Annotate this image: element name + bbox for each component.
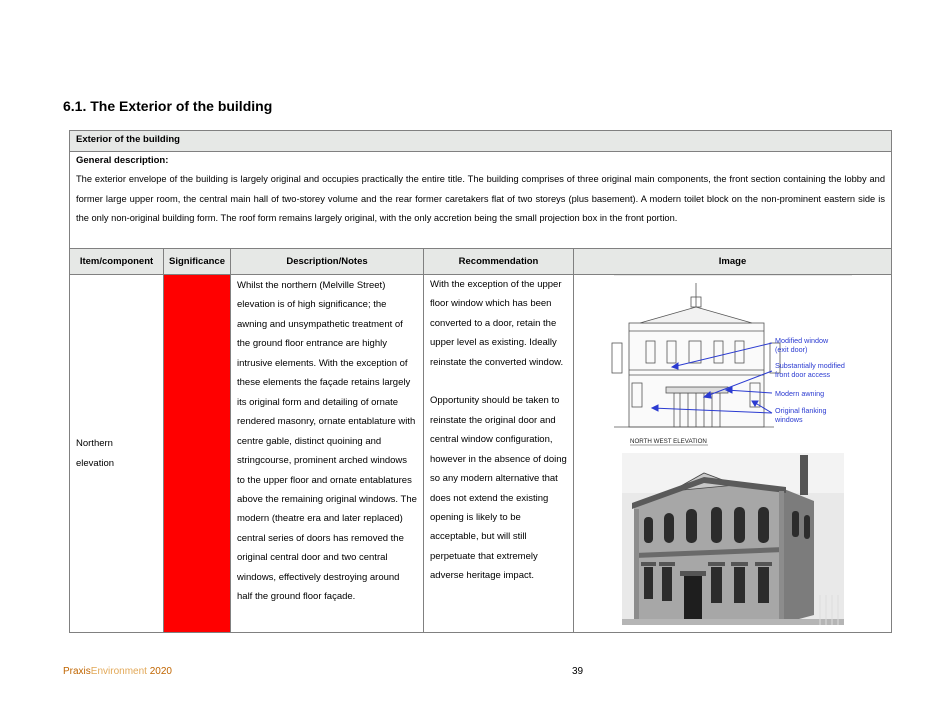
exterior-table (69, 130, 892, 633)
column-header-item: Item/component (70, 249, 164, 275)
historic-photograph (622, 453, 844, 625)
annotation-modified-window: Modified window (775, 336, 829, 345)
section-heading: 6.1. The Exterior of the building (63, 98, 273, 114)
description-notes: Whilst the northern (Melville Street) elevation is of high significance; the awning and unsympathetic treatment of the ground floor entrance are highly intrusive elements. With the exception of these elements the façade retains largely its original form and detailing of ornate rendered masonry, ornate entablature with centre gable, distinct quoining and stringcourse, prominent arched windows to the upper floor and ornate entablatures above the remaining original windows. The modern (theatre era and later replaced) central series of doors has removed the original central door and two central windows, effectively destroying around half the ground floor façade. (231, 275, 424, 633)
annotation-front-door-1: Substantially modified (775, 361, 845, 370)
recommendation-paragraph-2: Opportunity should be taken to reinstate the original door and central window configuration, however in the absence of doing so any modern alternative that does not extend the existing opening is likely to be acceptable, but will still perpetuate that extremely adverse heritage impact. (430, 395, 567, 582)
elevation-caption: NORTH WEST ELEVATION (630, 438, 707, 445)
general-description-row (70, 152, 892, 249)
annotation-modern-awning: Modern awning (775, 389, 825, 398)
annotation-exit-door: (exit door) (775, 345, 808, 354)
table-title: Exterior of the building (70, 131, 892, 152)
annotation-flanking-2: windows (775, 415, 803, 424)
annotation-front-door-2: front door access (775, 370, 831, 379)
footer-year: 2020 (146, 666, 172, 677)
column-header-image: Image (574, 249, 892, 275)
annotation-flanking-1: Original flanking (775, 406, 827, 415)
table-row (70, 275, 892, 633)
recommendation-cell (424, 275, 574, 633)
column-header-row (70, 249, 892, 275)
item-label-line1: Northern (76, 438, 113, 449)
significance-indicator (164, 275, 231, 633)
footer-brand-praxis: Praxis (63, 666, 91, 677)
table-title-row (70, 131, 892, 152)
column-header-recommendation: Recommendation (424, 249, 574, 275)
footer-brand-environment: Environment (90, 666, 147, 677)
elevation-figure (574, 275, 892, 631)
column-header-description: Description/Notes (231, 249, 424, 275)
footer-brand (63, 666, 172, 677)
page-number: 39 (572, 666, 584, 677)
column-header-significance: Significance (164, 249, 231, 275)
recommendation-paragraph-1: With the exception of the upper floor window which has been converted to a door, retain the upper level as existing. Ideally reinstate the converted window. (430, 279, 564, 368)
image-cell (574, 275, 892, 633)
item-label-line2: elevation (76, 457, 115, 469)
general-description-text: The exterior envelope of the building is largely original and occupies practically the entire title. The building comprises of three original main components, the front section containing the lobby and former large upper room, the central main hall of two-storey volume and the rear former caretakers flat of two storeys (plus basement). A modern toilet block on the non-prominent eastern side is the only non-original building form. The roof form remains largely original, with the only accretion being the small projection box in the front portion. (76, 174, 886, 224)
general-description-label: General description: (76, 155, 169, 166)
general-description-cell (70, 152, 892, 249)
item-component-cell (70, 275, 164, 633)
